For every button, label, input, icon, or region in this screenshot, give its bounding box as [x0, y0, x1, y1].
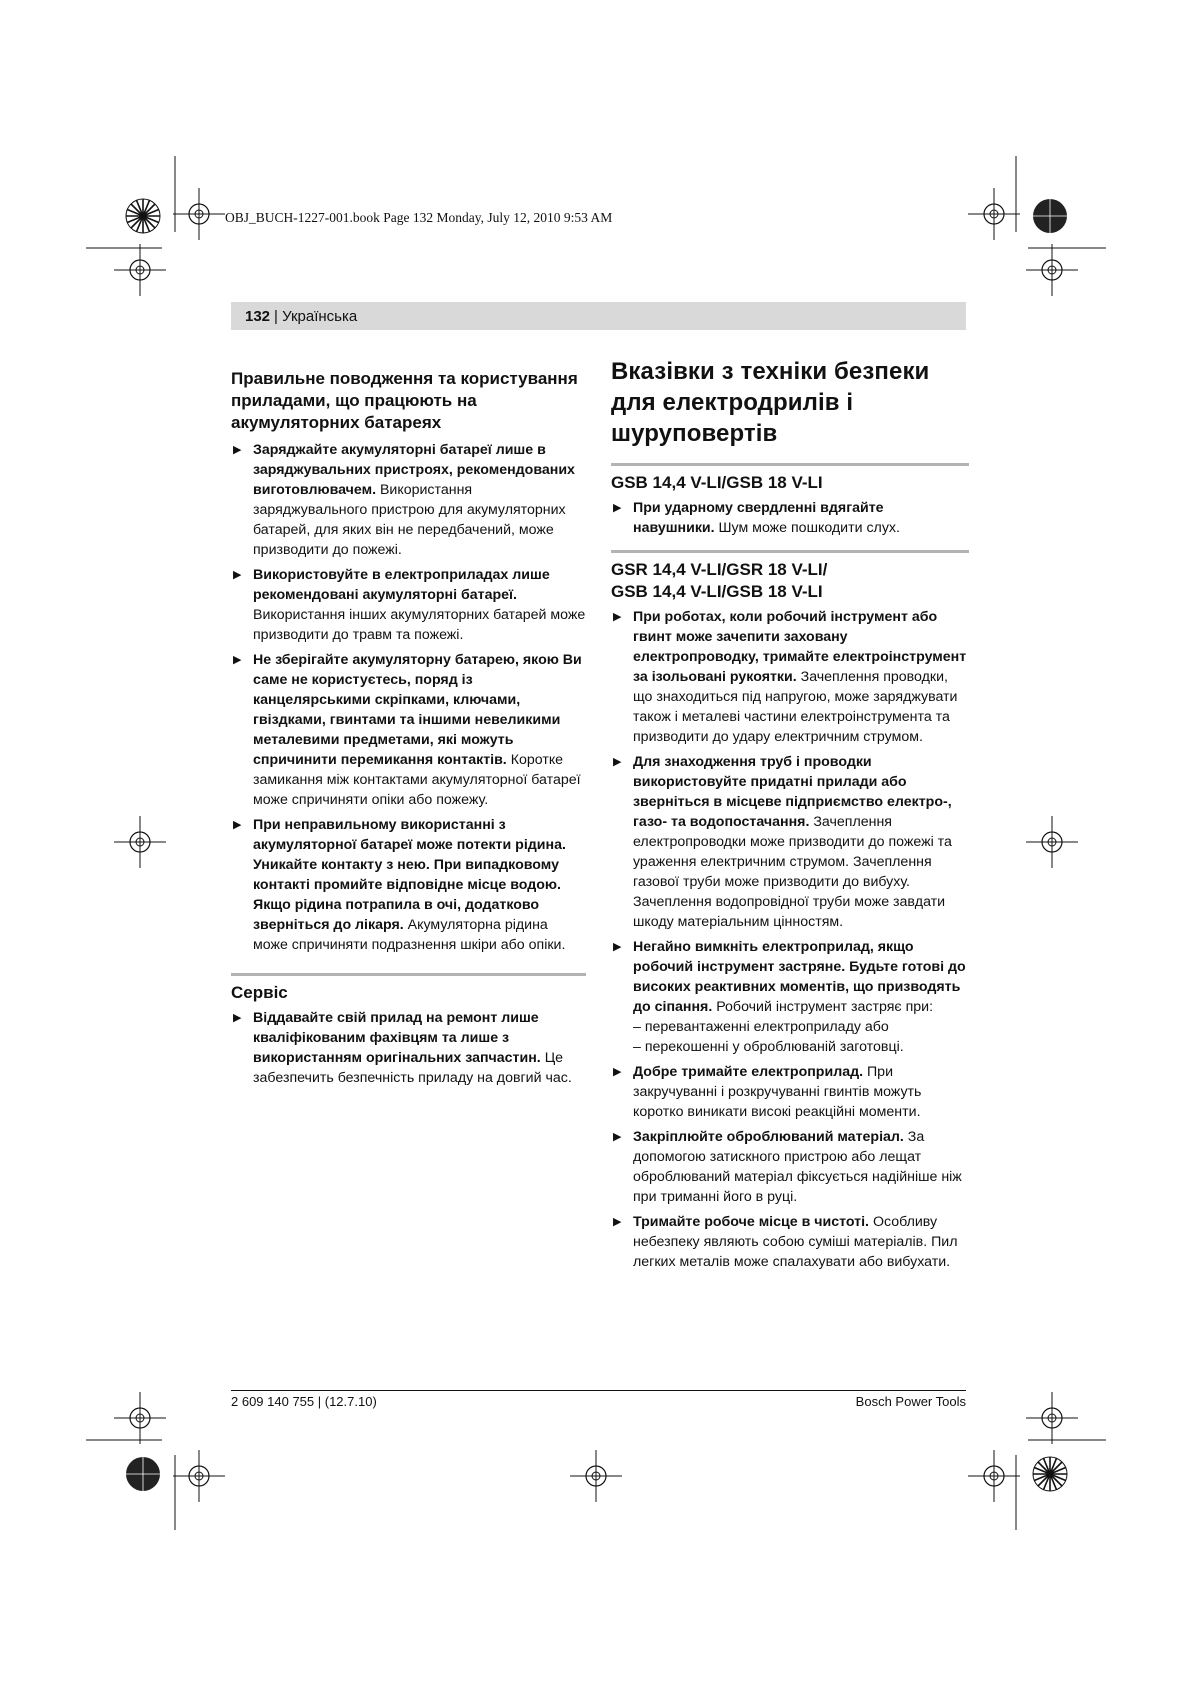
- item-text: Використання заряджувального пристрою для акумуляторних батарей, для яких він не передбачений, може призводити до пожежі.: [253, 482, 566, 558]
- item-text: Акумуляторна рідина може спричиняти подразнення шкіри або опіки.: [253, 917, 566, 953]
- bullet-arrow-icon: ▶: [613, 1131, 622, 1143]
- item-bold-text: Тримайте робоче місце в чистоті.: [633, 1214, 869, 1230]
- list-item: [611, 1062, 969, 1122]
- bullet-arrow-icon: ▶: [233, 654, 242, 666]
- item-text: Це забезпечить безпечність приладу на довгий час.: [253, 1050, 572, 1086]
- list-item: [231, 1008, 586, 1088]
- header-language: | Українська: [274, 307, 358, 325]
- registration-mark-icon: [968, 188, 1020, 240]
- item-text: Зачеплення проводки, що знаходиться під напругою, може заряджувати також і металеві частини електроінструмента та призводити до удару електричним струмом.: [633, 669, 958, 745]
- bullet-arrow-icon: ▶: [613, 502, 622, 514]
- item-dash-line: – перевантаженні електроприладу або: [633, 1019, 889, 1035]
- battery-safety-list: [231, 440, 586, 955]
- subsection-title-gsr: [611, 559, 969, 603]
- registration-mark-icon: [1026, 816, 1078, 868]
- item-bold-text: Для знаходження труб і проводки використовуйте придатні прилади або зверніться в місцеве підприємство електро-, газо- та водопостачання.: [633, 754, 952, 830]
- list-item: [611, 1127, 969, 1207]
- registration-mark-icon: [1026, 1392, 1078, 1444]
- registration-mark-icon: [173, 1450, 225, 1502]
- footer-brand: Bosch Power Tools: [855, 1394, 966, 1409]
- print-slug: OBJ_BUCH-1227-001.book Page 132 Monday, July 12, 2010 9:53 AM: [225, 210, 613, 225]
- item-text: При закручуванні і розкручуванні гвинтів можуть коротко виникати високі реакційні моменти.: [633, 1064, 922, 1120]
- item-bold-text: Закріплюйте оброблюваний матеріал.: [633, 1129, 904, 1145]
- list-item: [611, 1212, 969, 1272]
- gsr-list: [611, 607, 969, 1272]
- registration-mark-icon: [1026, 244, 1078, 296]
- list-item: [231, 440, 586, 560]
- service-list: [231, 1008, 586, 1088]
- registration-mark-icon: [570, 1450, 622, 1502]
- registration-mark-icon: [114, 1392, 166, 1444]
- item-bold-text: При ударному свердленні вдягайте навушники.: [633, 500, 884, 536]
- bullet-arrow-icon: ▶: [233, 819, 242, 831]
- item-text: Коротке замикання між контактами акумуляторної батареї може спричиняти опіки або пожежу.: [253, 752, 581, 808]
- list-item: [611, 937, 969, 1057]
- bullet-arrow-icon: ▶: [613, 756, 622, 768]
- item-bold-text: При роботах, коли робочий інструмент або гвинт може зачепити заховану електропроводку, тримайте електроінструмент за ізольовані рукоятки.: [633, 609, 967, 685]
- list-item: [231, 565, 586, 645]
- section-title-battery: Правильне поводження та користування приладами, що працюють на акумуляторних батареях: [231, 369, 578, 432]
- bullet-arrow-icon: ▶: [613, 941, 622, 953]
- item-bold-text: Добре тримайте електроприлад.: [633, 1064, 864, 1080]
- page-number: 132: [245, 307, 271, 325]
- item-text: Використання інших акумуляторних батарей може призводити до травм та пожежі.: [253, 607, 586, 643]
- bullet-arrow-icon: ▶: [613, 611, 622, 623]
- subsection-title-line: GSR 14,4 V-LI/GSR 18 V-LI/: [611, 560, 828, 579]
- registration-target-dark-icon: [1033, 199, 1067, 233]
- bullet-arrow-icon: ▶: [613, 1216, 622, 1228]
- item-bold-text: При неправильному використанні з акумуляторної батареї може потекти рідина. Уникайте контакту з нею. При випадковому контакті промийте відповідне місце водою. Якщо рідина потрапила в очі, додатково зверніться до лікаря.: [253, 817, 566, 933]
- list-item: [611, 498, 969, 538]
- right-column: [611, 356, 969, 1277]
- section-divider: [611, 550, 969, 553]
- page-header-bar: [231, 302, 966, 330]
- bullet-arrow-icon: ▶: [233, 569, 242, 581]
- subsection-title-gsb: GSB 14,4 V-LI/GSB 18 V-LI: [611, 473, 823, 492]
- registration-target-dark-icon: [126, 1457, 160, 1491]
- section-title-service: Сервіс: [231, 983, 288, 1002]
- list-item: [611, 607, 969, 747]
- left-column: [231, 368, 586, 1093]
- bullet-arrow-icon: ▶: [613, 1066, 622, 1078]
- section-divider: [231, 973, 586, 976]
- bullet-arrow-icon: ▶: [233, 444, 242, 456]
- list-item: [231, 815, 586, 955]
- item-bold-text: Віддавайте свій прилад на ремонт лише кваліфікованим фахівцям та лише з використанням оригінальних запчастин.: [253, 1010, 541, 1066]
- item-bold-text: Заряджайте акумуляторні батареї лише в заряджувальних пристроях, рекомендованих виготовлювачем.: [253, 442, 575, 498]
- registration-mark-icon: [173, 188, 225, 240]
- item-dash-line: – перекошенні у оброблюваній заготовці.: [633, 1039, 904, 1055]
- registration-target-icon: [126, 199, 160, 233]
- item-bold-text: Не зберігайте акумуляторну батарею, якою Ви саме не користуєтесь, поряд із канцелярськими скріпками, ключами, гвіздками, гвинтами та іншими невеликими металевими предметами, які можуть спричинити перемикання контактів.: [253, 652, 582, 768]
- item-text: Робочий інструмент застряє при:: [712, 999, 934, 1015]
- item-text: Особливу небезпеку являють собою суміші матеріалів. Пил легких металів може спалахувати або вибухати.: [633, 1214, 958, 1270]
- registration-target-icon: [1033, 1457, 1067, 1491]
- bullet-arrow-icon: ▶: [233, 1012, 242, 1024]
- registration-mark-icon: [114, 816, 166, 868]
- item-bold-text: Негайно вимкніть електроприлад, якщо робочий інструмент застряне. Будьте готові до високих реактивних моментів, що призводять до сіпання.: [633, 939, 966, 1015]
- section-divider: [611, 463, 969, 466]
- subsection-title-line: GSB 14,4 V-LI/GSB 18 V-LI: [611, 582, 823, 601]
- item-text: Зачеплення електропроводки може призводити до пожежі та ураження електричним струмом. Зачеплення газової труби може призводити до вибуху. Зачеплення водопровідної труби може завдати шкоду матеріальним цінностям.: [633, 814, 952, 930]
- item-text: За допомогою затискного пристрою або лещат оброблюваний матеріал фіксується надійніше ніж при триманні його в руці.: [633, 1129, 962, 1205]
- footer-divider: [231, 1390, 966, 1391]
- item-text: Шум може пошкодити слух.: [714, 520, 900, 536]
- registration-mark-icon: [968, 1450, 1020, 1502]
- list-item: [611, 752, 969, 932]
- item-bold-text: Використовуйте в електроприладах лише рекомендовані акумуляторні батареї.: [253, 567, 550, 603]
- list-item: [231, 650, 586, 810]
- main-section-title: Вказівки з техніки безпеки для електродрилів і шуруповертів: [611, 358, 930, 447]
- footer-document-number: 2 609 140 755 | (12.7.10): [231, 1394, 377, 1409]
- registration-mark-icon: [114, 244, 166, 296]
- gsb-list: [611, 498, 969, 538]
